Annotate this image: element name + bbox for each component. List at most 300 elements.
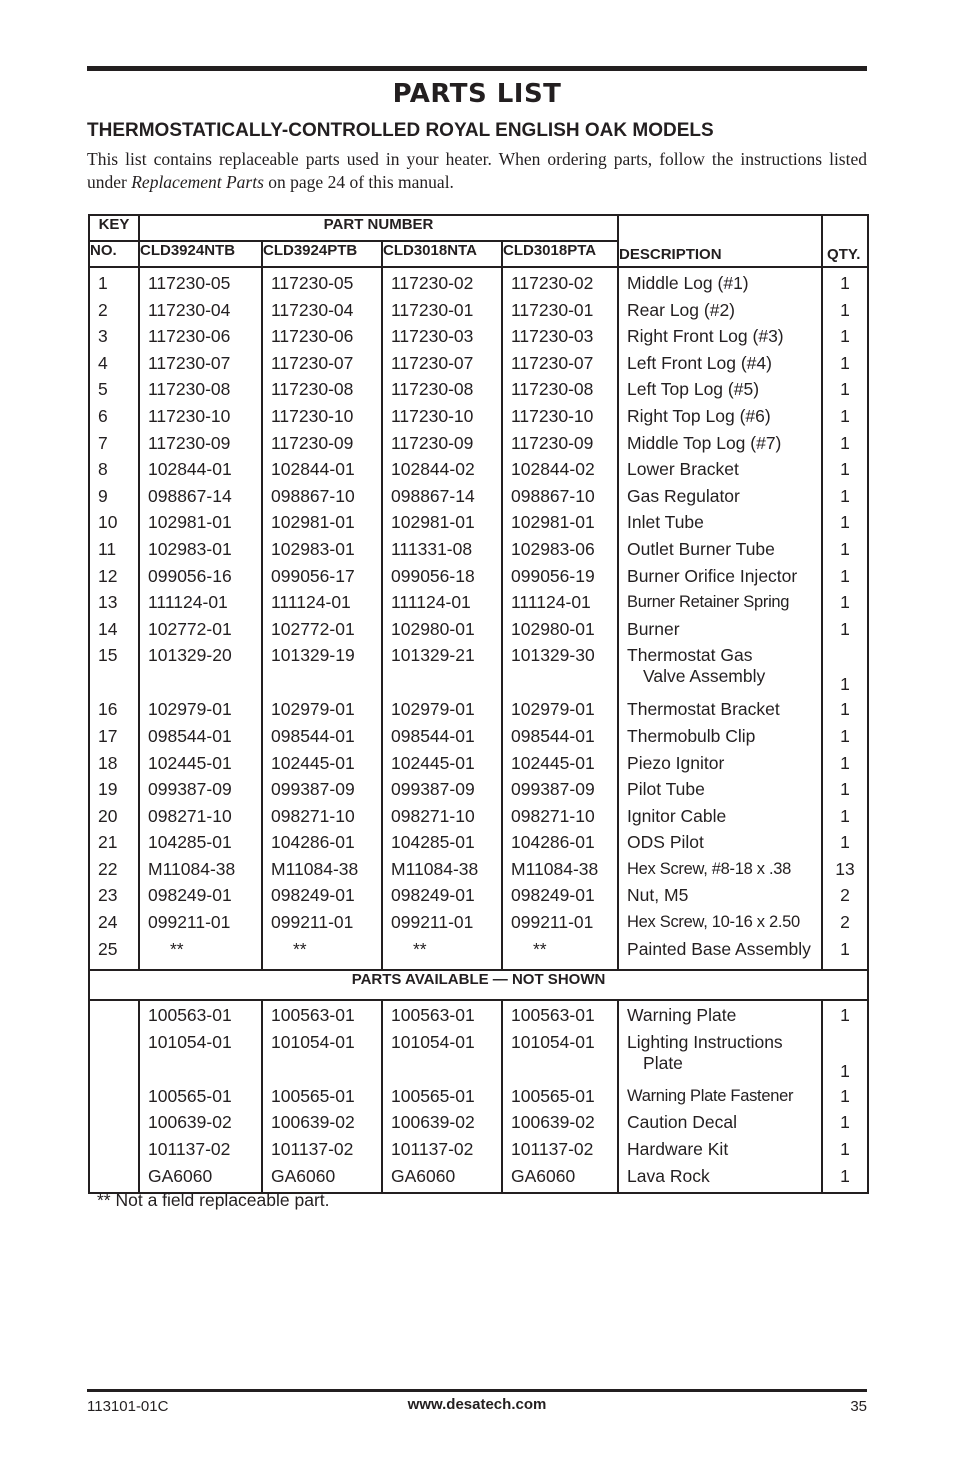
- part-number-cell: 117230-08: [262, 379, 382, 406]
- part-number-cell: 098544-01: [139, 726, 262, 753]
- part-number-cell: 099056-16: [139, 566, 262, 593]
- part-number-cell: 100639-02: [382, 1112, 502, 1139]
- key-number-cell: 17: [89, 726, 139, 753]
- key-number-cell: 18: [89, 753, 139, 780]
- description-cell: [618, 566, 822, 593]
- page-number: 35: [850, 1398, 867, 1415]
- part-number-cell: 117230-06: [139, 326, 262, 353]
- key-number-cell: 14: [89, 619, 139, 646]
- part-number-cell: 101137-02: [262, 1139, 382, 1166]
- description-text: Painted Base Assembly: [627, 938, 811, 959]
- part-number-cell: M11084-38: [139, 859, 262, 886]
- key-number-cell: 4: [89, 353, 139, 380]
- description-cell: [618, 379, 822, 406]
- part-number-cell: 099387-09: [382, 779, 502, 806]
- part-number-cell: 117230-05: [262, 267, 382, 300]
- part-number-cell: 100565-01: [139, 1086, 262, 1113]
- part-number-cell: **: [382, 939, 502, 971]
- key-number-cell: 8: [89, 459, 139, 486]
- key-number-cell: 2: [89, 300, 139, 327]
- description-text: Burner Retainer Spring: [627, 593, 790, 612]
- qty-cell: 1: [822, 353, 868, 380]
- intro-paragraph: [87, 148, 867, 194]
- part-number-cell: 099387-09: [139, 779, 262, 806]
- qty-cell: 1: [822, 1000, 868, 1032]
- part-number-cell: 102844-01: [139, 459, 262, 486]
- part-number-cell: 099056-19: [502, 566, 618, 593]
- key-number-cell: 1: [89, 267, 139, 300]
- part-number-cell: GA6060: [139, 1166, 262, 1194]
- part-number-cell: 117230-04: [139, 300, 262, 327]
- key-number-cell: 24: [89, 912, 139, 939]
- part-number-cell: M11084-38: [502, 859, 618, 886]
- doc-number: 113101-01C: [87, 1398, 169, 1415]
- part-number-cell: 100639-02: [502, 1112, 618, 1139]
- qty-cell: 1: [822, 779, 868, 806]
- intro-text-2: on page 24 of this manual.: [263, 172, 454, 192]
- bottom-rule: [87, 1389, 867, 1392]
- qty-cell: 1: [822, 1086, 868, 1113]
- part-number-cell: 098271-10: [502, 806, 618, 833]
- table-row: [89, 300, 868, 327]
- part-number-header: PART NUMBER: [139, 215, 618, 241]
- description-text: Thermostat Gas: [627, 645, 753, 666]
- part-number-cell: 117230-09: [502, 433, 618, 460]
- parts-table: [88, 214, 869, 1194]
- description-text: Pilot Tube: [627, 779, 705, 800]
- part-number-cell: 117230-07: [139, 353, 262, 380]
- part-number-cell: 098249-01: [502, 885, 618, 912]
- key-number-cell: 10: [89, 512, 139, 539]
- table-row: [89, 566, 868, 593]
- table-row: [89, 619, 868, 646]
- qty-cell: 1: [822, 1139, 868, 1166]
- qty-cell: 1: [822, 326, 868, 353]
- description-cell: [618, 353, 822, 380]
- part-number-cell: 101329-20: [139, 645, 262, 699]
- key-number-cell: 12: [89, 566, 139, 593]
- qty-cell: 2: [822, 912, 868, 939]
- part-number-cell: 101329-30: [502, 645, 618, 699]
- description-text: Middle Log (#1): [627, 273, 749, 293]
- qty-cell: 1: [822, 433, 868, 460]
- description-text: Hardware Kit: [627, 1139, 729, 1160]
- part-number-cell: GA6060: [262, 1166, 382, 1194]
- part-number-cell: 117230-08: [139, 379, 262, 406]
- description-text: Thermobulb Clip: [627, 725, 756, 746]
- part-number-cell: 117230-09: [139, 433, 262, 460]
- part-number-cell: 111124-01: [262, 592, 382, 619]
- description-text: Burner: [627, 618, 680, 639]
- qty-cell: 1: [822, 539, 868, 566]
- table-row: [89, 832, 868, 859]
- part-number-cell: 098249-01: [139, 885, 262, 912]
- part-number-cell: 102445-01: [502, 753, 618, 780]
- part-number-cell: 098867-14: [139, 486, 262, 513]
- part-number-cell: 101137-02: [502, 1139, 618, 1166]
- description-cell: [618, 326, 822, 353]
- key-number-cell: [89, 1000, 139, 1032]
- part-number-cell: 102981-01: [139, 512, 262, 539]
- table-row: [89, 592, 868, 619]
- part-number-cell: 098544-01: [262, 726, 382, 753]
- part-number-cell: 102983-06: [502, 539, 618, 566]
- description-cell: [618, 726, 822, 753]
- part-number-cell: 098867-14: [382, 486, 502, 513]
- model-header: CLD3924NTB: [139, 241, 262, 267]
- key-number-cell: [89, 1139, 139, 1166]
- qty-cell: 1: [822, 592, 868, 619]
- part-number-cell: GA6060: [382, 1166, 502, 1194]
- table-row: [89, 353, 868, 380]
- part-number-cell: 102445-01: [139, 753, 262, 780]
- part-number-cell: 117230-02: [382, 267, 502, 300]
- model-header: CLD3018PTA: [502, 241, 618, 267]
- table-row: [89, 267, 868, 300]
- key-number-cell: 3: [89, 326, 139, 353]
- part-number-cell: 117230-05: [139, 267, 262, 300]
- part-number-cell: 111124-01: [382, 592, 502, 619]
- part-number-cell: 102979-01: [382, 699, 502, 726]
- description-cell: [618, 267, 822, 300]
- part-number-cell: 117230-07: [262, 353, 382, 380]
- table-row: [89, 753, 868, 780]
- part-number-cell: 104285-01: [139, 832, 262, 859]
- description-text: Lighting Instructions: [627, 1031, 783, 1052]
- key-number-cell: 25: [89, 939, 139, 971]
- description-cell: [618, 406, 822, 433]
- part-number-cell: 102844-01: [262, 459, 382, 486]
- qty-cell: 1: [822, 566, 868, 593]
- part-number-cell: 102445-01: [262, 753, 382, 780]
- description-text: Nut, M5: [627, 885, 689, 906]
- description-cell: [618, 433, 822, 460]
- qty-cell: 1: [822, 753, 868, 780]
- intro-italic: Replacement Parts: [131, 172, 264, 192]
- description-text: Warning Plate: [627, 1005, 737, 1026]
- description-header: DESCRIPTION: [618, 215, 822, 267]
- description-text: Lower Bracket: [627, 459, 739, 480]
- description-cell: [618, 1112, 822, 1139]
- part-number-cell: 101329-21: [382, 645, 502, 699]
- table-row: [89, 912, 868, 939]
- part-number-cell: 100563-01: [139, 1000, 262, 1032]
- key-number-cell: 20: [89, 806, 139, 833]
- part-number-cell: 102983-01: [139, 539, 262, 566]
- key-number-cell: 22: [89, 859, 139, 886]
- description-cell: [618, 753, 822, 780]
- part-number-cell: 098249-01: [382, 885, 502, 912]
- qty-cell: 1: [822, 459, 868, 486]
- description-text: Piezo Ignitor: [627, 752, 725, 773]
- qty-cell: 1: [822, 1112, 868, 1139]
- part-number-cell: 101054-01: [262, 1032, 382, 1086]
- part-number-cell: 102981-01: [502, 512, 618, 539]
- table-row: [89, 326, 868, 353]
- part-number-cell: 117230-10: [502, 406, 618, 433]
- qty-cell: 1: [822, 645, 868, 699]
- description-cell: [618, 459, 822, 486]
- part-number-cell: 117230-08: [382, 379, 502, 406]
- key-number-cell: 5: [89, 379, 139, 406]
- part-number-cell: 099056-18: [382, 566, 502, 593]
- table-row: [89, 859, 868, 886]
- top-rule: [87, 66, 867, 71]
- description-cell: [618, 912, 822, 939]
- part-number-cell: 102979-01: [502, 699, 618, 726]
- table-row: [89, 885, 868, 912]
- part-number-cell: 098544-01: [502, 726, 618, 753]
- description-cell: [618, 806, 822, 833]
- description-cell: [618, 859, 822, 886]
- description-cell: [618, 592, 822, 619]
- description-text: Right Top Log (#6): [627, 405, 771, 426]
- part-number-cell: 104286-01: [262, 832, 382, 859]
- part-number-cell: 100565-01: [502, 1086, 618, 1113]
- part-number-cell: 100565-01: [382, 1086, 502, 1113]
- part-number-cell: 101137-02: [139, 1139, 262, 1166]
- part-number-cell: **: [502, 939, 618, 971]
- table-row: [89, 459, 868, 486]
- part-number-cell: 117230-03: [502, 326, 618, 353]
- qty-cell: 1: [822, 699, 868, 726]
- qty-cell: 1: [822, 406, 868, 433]
- intro-text-1: This list contains replaceable parts used in your heater. When ordering parts, follow the instructions listed under: [87, 149, 867, 192]
- part-number-cell: 117230-01: [382, 300, 502, 327]
- part-number-cell: 102772-01: [262, 619, 382, 646]
- qty-cell: 1: [822, 379, 868, 406]
- part-number-cell: 100563-01: [502, 1000, 618, 1032]
- part-number-cell: 117230-06: [262, 326, 382, 353]
- part-number-cell: 098271-10: [262, 806, 382, 833]
- part-number-cell: 099211-01: [262, 912, 382, 939]
- part-number-cell: 101054-01: [382, 1032, 502, 1086]
- part-number-cell: 111331-08: [382, 539, 502, 566]
- qty-header: QTY.: [822, 215, 868, 267]
- key-number-cell: [89, 1086, 139, 1113]
- key-no-header: NO.: [89, 241, 139, 267]
- description-cell: [618, 1139, 822, 1166]
- qty-cell: 1: [822, 267, 868, 300]
- description-cell: [618, 300, 822, 327]
- table-row: [89, 406, 868, 433]
- description-text: Left Top Log (#5): [627, 379, 760, 400]
- part-number-cell: 117230-03: [382, 326, 502, 353]
- part-number-cell: 099387-09: [502, 779, 618, 806]
- description-cell: [618, 885, 822, 912]
- part-number-cell: 098867-10: [262, 486, 382, 513]
- part-number-cell: 102980-01: [382, 619, 502, 646]
- description-text: Middle Top Log (#7): [627, 432, 782, 453]
- table-row: [89, 779, 868, 806]
- part-number-cell: 111124-01: [139, 592, 262, 619]
- description-text: Hex Screw, 10-16 x 2.50: [627, 913, 800, 932]
- key-number-cell: 16: [89, 699, 139, 726]
- description-cell: [618, 645, 822, 699]
- part-number-cell: 117230-10: [262, 406, 382, 433]
- description-cell: [618, 832, 822, 859]
- table-row: [89, 433, 868, 460]
- part-number-cell: 100639-02: [139, 1112, 262, 1139]
- description-text: Burner Orifice Injector: [627, 565, 798, 586]
- part-number-cell: 102844-02: [382, 459, 502, 486]
- table-row: [89, 1000, 868, 1032]
- description-text: Left Front Log (#4): [627, 352, 772, 373]
- model-header: CLD3924PTB: [262, 241, 382, 267]
- part-number-cell: 117230-01: [502, 300, 618, 327]
- table-row: [89, 939, 868, 971]
- part-number-cell: 102981-01: [262, 512, 382, 539]
- available-not-shown-header: PARTS AVAILABLE — NOT SHOWN: [89, 970, 868, 1000]
- table-row: [89, 1139, 868, 1166]
- part-number-cell: 117230-04: [262, 300, 382, 327]
- key-number-cell: [89, 1112, 139, 1139]
- qty-cell: 1: [822, 939, 868, 971]
- description-cell: [618, 619, 822, 646]
- part-number-cell: 101054-01: [502, 1032, 618, 1086]
- description-cell: [618, 512, 822, 539]
- key-number-cell: 6: [89, 406, 139, 433]
- key-number-cell: 23: [89, 885, 139, 912]
- part-number-cell: 098271-10: [382, 806, 502, 833]
- part-number-cell: 100565-01: [262, 1086, 382, 1113]
- part-number-cell: 102979-01: [262, 699, 382, 726]
- description-text: Inlet Tube: [627, 512, 704, 533]
- description-text: Hex Screw, #8-18 x .38: [627, 859, 792, 878]
- part-number-cell: 102983-01: [262, 539, 382, 566]
- table-row: [89, 1032, 868, 1086]
- qty-cell: 1: [822, 512, 868, 539]
- description-text: Ignitor Cable: [627, 805, 727, 826]
- part-number-cell: 117230-02: [502, 267, 618, 300]
- qty-cell: 1: [822, 300, 868, 327]
- table-row: [89, 1112, 868, 1139]
- description-text: Thermostat Bracket: [627, 699, 780, 720]
- key-number-cell: 21: [89, 832, 139, 859]
- table-row: [89, 379, 868, 406]
- part-number-cell: 111124-01: [502, 592, 618, 619]
- key-number-cell: 11: [89, 539, 139, 566]
- part-number-cell: 117230-09: [262, 433, 382, 460]
- description-text: ODS Pilot: [627, 832, 704, 853]
- key-number-cell: [89, 1032, 139, 1086]
- description-cell: [618, 1032, 822, 1086]
- part-number-cell: GA6060: [502, 1166, 618, 1194]
- part-number-cell: 117230-09: [382, 433, 502, 460]
- key-number-cell: 9: [89, 486, 139, 513]
- part-number-cell: 102979-01: [139, 699, 262, 726]
- part-number-cell: 117230-07: [382, 353, 502, 380]
- part-number-cell: 100563-01: [262, 1000, 382, 1032]
- part-number-cell: 117230-08: [502, 379, 618, 406]
- table-row: [89, 1086, 868, 1113]
- key-number-cell: 7: [89, 433, 139, 460]
- part-number-cell: M11084-38: [262, 859, 382, 886]
- extra-parts-rows: [89, 1000, 868, 1193]
- description-text: Outlet Burner Tube: [627, 538, 775, 559]
- part-number-cell: 101054-01: [139, 1032, 262, 1086]
- table-row: [89, 539, 868, 566]
- part-number-cell: 102980-01: [502, 619, 618, 646]
- description-cell: [618, 539, 822, 566]
- part-number-cell: 099211-01: [382, 912, 502, 939]
- part-number-cell: 098867-10: [502, 486, 618, 513]
- model-header: CLD3018NTA: [382, 241, 502, 267]
- part-number-cell: 101137-02: [382, 1139, 502, 1166]
- qty-cell: 1: [822, 1032, 868, 1086]
- section-subtitle: THERMOSTATICALLY-CONTROLLED ROYAL ENGLISH OAK MODELS: [87, 120, 714, 141]
- description-text: Lava Rock: [627, 1165, 710, 1186]
- part-number-cell: 100563-01: [382, 1000, 502, 1032]
- qty-cell: 1: [822, 832, 868, 859]
- part-number-cell: 099387-09: [262, 779, 382, 806]
- description-cell: [618, 1166, 822, 1194]
- key-number-cell: 19: [89, 779, 139, 806]
- description-cell: [618, 779, 822, 806]
- part-number-cell: **: [262, 939, 382, 971]
- part-number-cell: 098249-01: [262, 885, 382, 912]
- qty-cell: 2: [822, 885, 868, 912]
- description-text-cont: Plate: [643, 1052, 683, 1073]
- page-title: PARTS LIST: [392, 79, 562, 109]
- part-number-cell: 099211-01: [139, 912, 262, 939]
- part-number-cell: 117230-10: [382, 406, 502, 433]
- part-number-cell: 098271-10: [139, 806, 262, 833]
- description-cell: [618, 1086, 822, 1113]
- qty-cell: 1: [822, 806, 868, 833]
- part-number-cell: 117230-10: [139, 406, 262, 433]
- parts-rows: [89, 267, 868, 970]
- part-number-cell: 099056-17: [262, 566, 382, 593]
- key-number-cell: 13: [89, 592, 139, 619]
- part-number-cell: 099211-01: [502, 912, 618, 939]
- part-number-cell: 102445-01: [382, 753, 502, 780]
- part-number-cell: 098544-01: [382, 726, 502, 753]
- part-number-cell: 104286-01: [502, 832, 618, 859]
- description-cell: [618, 699, 822, 726]
- table-row: [89, 806, 868, 833]
- table-row: [89, 486, 868, 513]
- table-row: [89, 645, 868, 699]
- part-number-cell: 102844-02: [502, 459, 618, 486]
- part-number-cell: 102981-01: [382, 512, 502, 539]
- website: www.desatech.com: [407, 1396, 547, 1413]
- qty-cell: 1: [822, 486, 868, 513]
- qty-cell: 1: [822, 619, 868, 646]
- part-number-cell: 101329-19: [262, 645, 382, 699]
- description-text: Rear Log (#2): [627, 299, 736, 320]
- description-text: Warning Plate Fastener: [627, 1086, 794, 1105]
- description-text: Gas Regulator: [627, 485, 740, 506]
- qty-cell: 1: [822, 726, 868, 753]
- part-number-cell: 102772-01: [139, 619, 262, 646]
- description-text-cont: Valve Assembly: [643, 666, 766, 687]
- description-cell: [618, 1000, 822, 1032]
- footnote: ** Not a field replaceable part.: [97, 1190, 330, 1210]
- part-number-cell: 117230-07: [502, 353, 618, 380]
- table-row: [89, 512, 868, 539]
- part-number-cell: 100639-02: [262, 1112, 382, 1139]
- description-cell: [618, 486, 822, 513]
- qty-cell: 13: [822, 859, 868, 886]
- description-text: Right Front Log (#3): [627, 326, 784, 347]
- description-cell: [618, 939, 822, 971]
- description-text: Caution Decal: [627, 1112, 737, 1133]
- part-number-cell: 104285-01: [382, 832, 502, 859]
- part-number-cell: M11084-38: [382, 859, 502, 886]
- table-row: [89, 726, 868, 753]
- key-header: KEY: [89, 215, 139, 241]
